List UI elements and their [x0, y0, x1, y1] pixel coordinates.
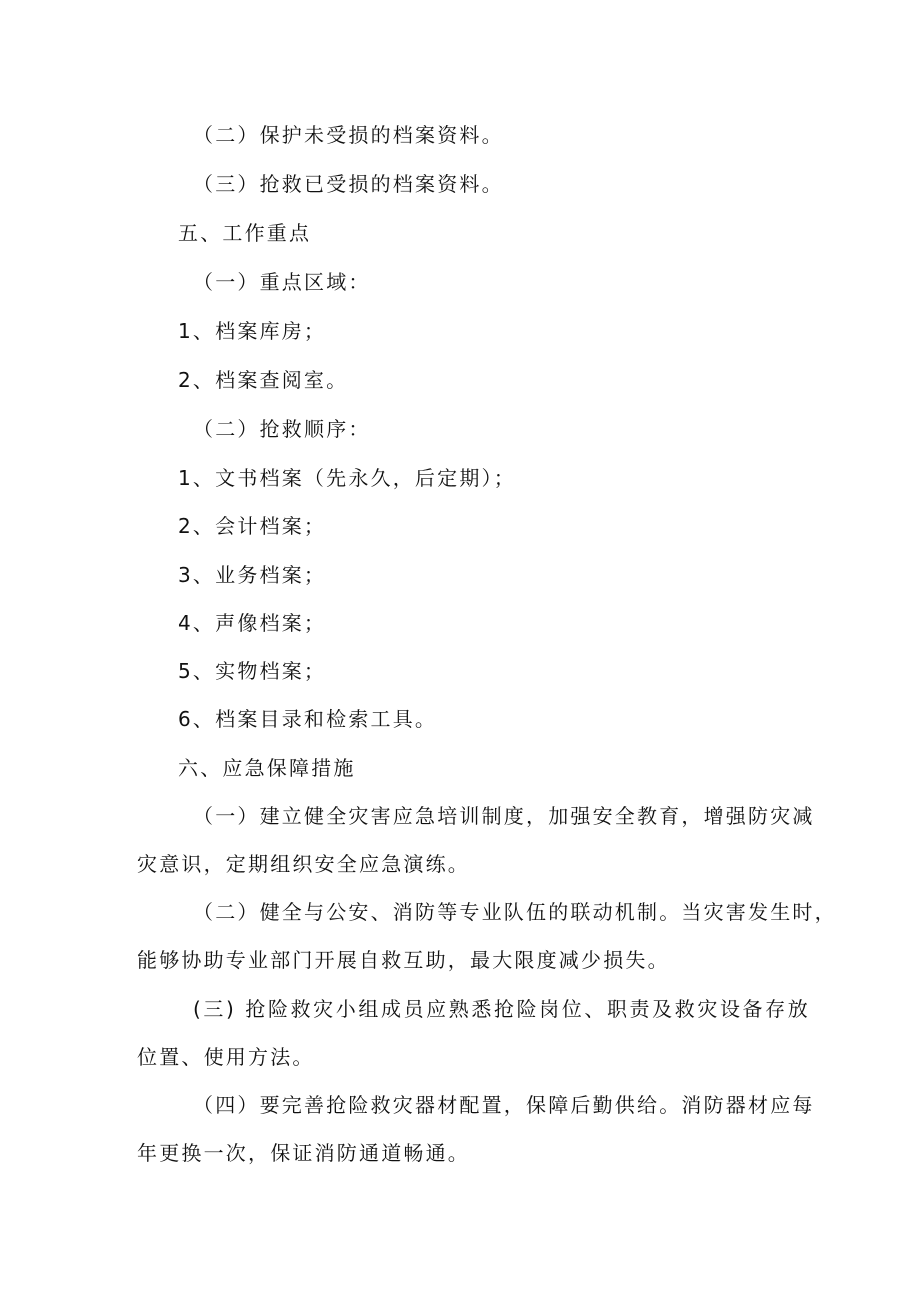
list-item: 2、会计档案；: [178, 514, 327, 538]
paragraph-line: （一）建立健全灾害应急培训制度，加强安全教育，增强防灾减: [193, 804, 815, 828]
list-item: 6、档案目录和检索工具。: [178, 707, 438, 731]
list-item: 1、文书档案（先永久，后定期）；: [178, 466, 516, 490]
paragraph-line: （二）健全与公安、消防等专业队伍的联动机制。当灾害发生时，: [193, 900, 837, 924]
paragraph-line: （四）要完善抢险救灾器材配置，保障后勤供给。消防器材应每: [193, 1093, 815, 1117]
paragraph-line: 能够协助专业部门开展自救互助，最大限度减少损失。: [137, 948, 670, 972]
paragraph-line: 位置、使用方法。: [137, 1045, 315, 1069]
list-item: 5、实物档案；: [178, 659, 327, 683]
paragraph-line: （二）保护未受损的档案资料。: [193, 123, 504, 147]
section-heading: 六、应急保障措施: [178, 756, 356, 780]
paragraph-line: （三）抢救已受损的档案资料。: [193, 172, 504, 196]
subsection-heading: （二）抢救顺序：: [193, 417, 371, 441]
paragraph-line: 灾意识，定期组织安全应急演练。: [137, 852, 470, 876]
subsection-heading: （一）重点区域：: [193, 270, 371, 294]
paragraph-line: 年更换一次，保证消防通道畅通。: [137, 1141, 470, 1165]
list-item: 1、档案库房；: [178, 319, 327, 343]
paragraph-line: (三) 抢险救灾小组成员应熟悉抢险岗位、职责及救灾设备存放: [193, 997, 811, 1021]
section-heading: 五、工作重点: [178, 221, 312, 245]
list-item: 4、声像档案；: [178, 611, 327, 635]
list-item: 3、业务档案；: [178, 563, 327, 587]
list-item: 2、档案查阅室。: [178, 368, 349, 392]
